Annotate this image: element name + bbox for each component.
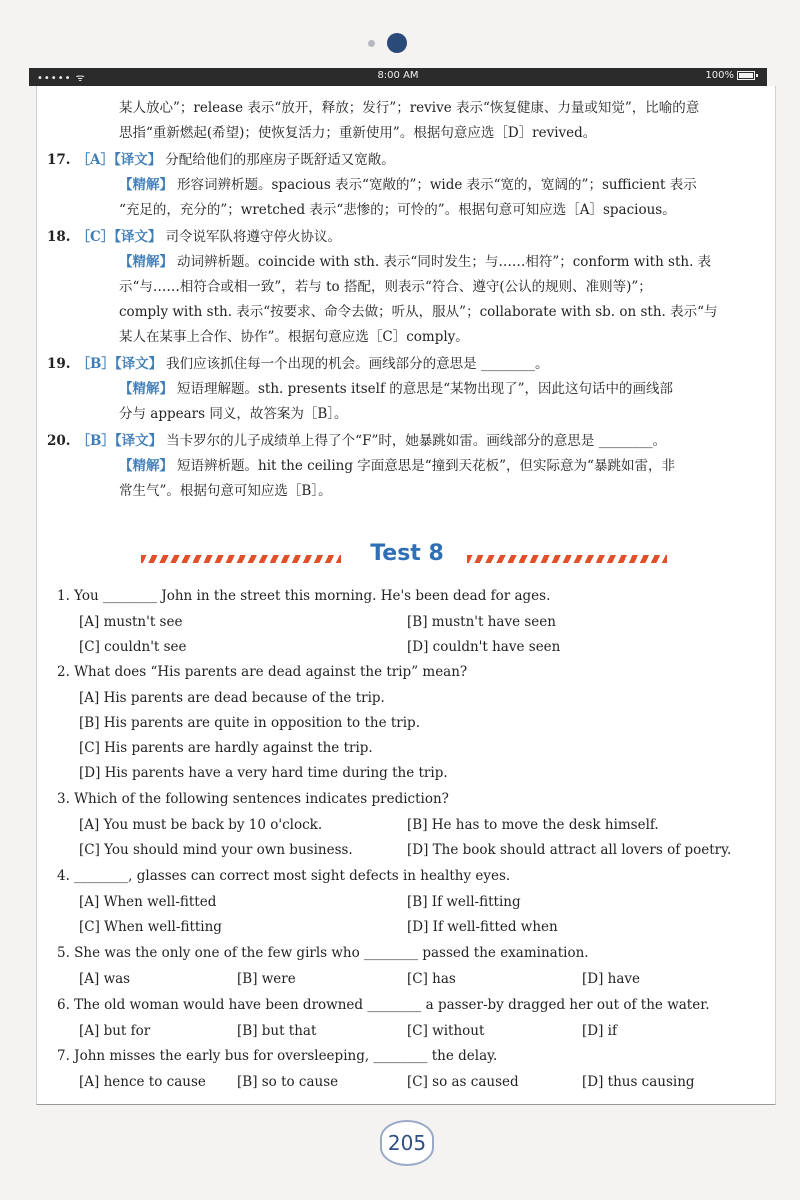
answer-text: 分配给他们的那座房子既舒适又宽敞。 [165,152,395,168]
answer-key: ［B］ [76,356,115,372]
answer-tag: 【译文】 [114,356,163,372]
answer-tag: 【精解】 [119,458,173,474]
answer-text: 常生气”。根据句意可知应选［B］。 [119,483,332,499]
answer-option[interactable]: [B] mustn't have seen [407,614,556,630]
answer-option[interactable]: [C] When well-fitting [79,919,222,935]
answer-line [119,123,596,143]
answer-option[interactable]: [C] without [407,1023,485,1039]
test-heading [37,541,775,575]
answer-line [119,200,676,220]
answer-line [47,150,395,170]
question-stem: 6. The old woman would have been drowned ________ a passer-by dragged her out of the water. [57,997,710,1013]
document-page [36,86,776,1105]
answer-option[interactable]: [A] When well-fitted [79,894,217,910]
answer-option[interactable]: [B] were [237,971,296,987]
answer-option[interactable]: [D] The book should attract all lovers of poetry. [407,842,732,858]
answer-line [119,175,697,195]
answer-line [47,227,341,247]
battery-icon [737,71,755,80]
question-stem: 4. ________, glasses can correct most sight defects in healthy eyes. [57,868,511,884]
answer-option[interactable]: [D] if [582,1023,617,1039]
answer-tag: 【译文】 [114,433,163,449]
answer-text: 思指“重新燃起(希望)；使恢复活力；重新使用”。根据句意应选［D］revived。 [119,125,597,141]
question-stem: 1. You ________ John in the street this morning. He's been dead for ages. [57,588,551,604]
answer-text: 短语理解题。sth. presents itself 的意思是“某物出现了”，因此这句话中的画线部 [177,381,674,397]
answer-option[interactable]: [A] You must be back by 10 o'clock. [79,817,323,833]
battery-percent: 100% [705,70,734,81]
answer-text: 示“与……相符合或相一致”，若与 to 搭配，则表示“符合、遵守(公认的规则、准则等)”； [119,279,652,295]
answer-text: 短语辨析题。hit the ceiling 字面意思是“撞到天花板”，但实际意为“暴跳如雷，非 [177,458,675,474]
answer-number: 20. [47,433,71,449]
answer-option[interactable]: [B] He has to move the desk himself. [407,817,659,833]
answer-option[interactable]: [D] have [582,971,641,987]
answer-option[interactable]: [D] His parents have a very hard time during the trip. [79,765,448,781]
answer-key: ［B］ [76,433,115,449]
test-title: Test 8 [370,541,444,566]
answer-option[interactable]: [C] You should mind your own business. [79,842,353,858]
answer-line [119,379,673,399]
answer-text: 动词辨析题。coincide with sth. 表示“同时发生；与……相符”；conform with sth. 表 [177,254,712,270]
answer-option[interactable]: [A] hence to cause [79,1074,206,1090]
answer-option[interactable]: [A] was [79,971,131,987]
answer-line [119,252,711,272]
answer-text: “充足的，充分的”；wretched 表示“悲惨的；可怜的”。根据句意可知应选［A］spacious。 [119,202,676,218]
question-stem: 7. John misses the early bus for oversleeping, ________ the delay. [57,1048,498,1064]
answer-text: 某人在某事上合作、协作”。根据句意应选［C］comply。 [119,329,469,345]
answer-line [119,456,675,476]
answer-text: comply with sth. 表示“按要求、命令去做；听从，服从”；collaborate with sb. on sth. 表示“与 [119,304,718,320]
camera-sensor [368,40,375,47]
answer-number: 19. [47,356,71,372]
answer-number: 17. [47,152,71,168]
answer-number: 18. [47,229,71,245]
answer-tag: 【精解】 [119,381,173,397]
question-stem: 5. She was the only one of the few girls who ________ passed the examination. [57,945,589,961]
answer-option[interactable]: [C] His parents are hardly against the trip. [79,740,373,756]
answer-tag: 【译文】 [114,229,162,245]
answer-tag: 【精解】 [119,177,173,193]
answer-option[interactable]: [C] has [407,971,456,987]
status-time: 8:00 AM [377,70,419,81]
page-number: 205 [380,1120,434,1166]
status-bar [29,68,767,86]
answer-line [119,98,699,118]
question-stem: 2. What does “His parents are dead against the trip” mean? [57,664,468,680]
answer-option[interactable]: [A] mustn't see [79,614,183,630]
answer-line [119,404,348,424]
answer-text: 形容词辨析题。spacious 表示“宽敞的”；wide 表示“宽的，宽阔的”；sufficient 表示 [177,177,697,193]
answer-text: 某人放心”；release 表示“放开，释放；发行”；revive 表示“恢复健康、力量或知觉”，比喻的意 [119,100,700,116]
answer-option[interactable]: [B] His parents are quite in opposition to the trip. [79,715,420,731]
answer-line [119,481,332,501]
answer-text: 我们应该抓住每一个出现的机会。画线部分的意思是 ________。 [166,356,549,372]
answer-line [119,302,718,322]
answer-text: 司令说军队将遵守停火协议。 [165,229,341,245]
decor-stripes-left [141,555,341,563]
answer-option[interactable]: [A] but for [79,1023,151,1039]
answer-key: ［C］ [76,229,115,245]
camera-icon [387,33,407,53]
decor-stripes-right [467,555,667,563]
answer-tag: 【译文】 [113,152,162,168]
answer-tag: 【精解】 [119,254,173,270]
answer-text: 分与 appears 同义，故答案为［B］。 [119,406,348,422]
answer-option[interactable]: [C] couldn't see [79,639,187,655]
answer-option[interactable]: [B] but that [237,1023,317,1039]
answer-line [119,327,469,347]
answer-text: 当卡罗尔的儿子成绩单上得了个“F”时，她暴跳如雷。画线部分的意思是 ________。 [166,433,667,449]
signal-indicator: ••••• ᯤ [37,73,86,84]
answer-line [47,354,548,374]
answer-option[interactable]: [A] His parents are dead because of the trip. [79,690,385,706]
answer-line [119,277,652,297]
answer-option[interactable]: [B] so to cause [237,1074,339,1090]
answer-option[interactable]: [D] If well-fitted when [407,919,558,935]
answer-key: ［A］ [76,152,114,168]
answer-option[interactable]: [D] thus causing [582,1074,695,1090]
answer-option[interactable]: [D] couldn't have seen [407,639,561,655]
answer-line [47,431,666,451]
question-stem: 3. Which of the following sentences indicates prediction? [57,791,449,807]
battery-indicator [705,70,755,81]
answer-option[interactable]: [C] so as caused [407,1074,519,1090]
answer-option[interactable]: [B] If well-fitting [407,894,521,910]
